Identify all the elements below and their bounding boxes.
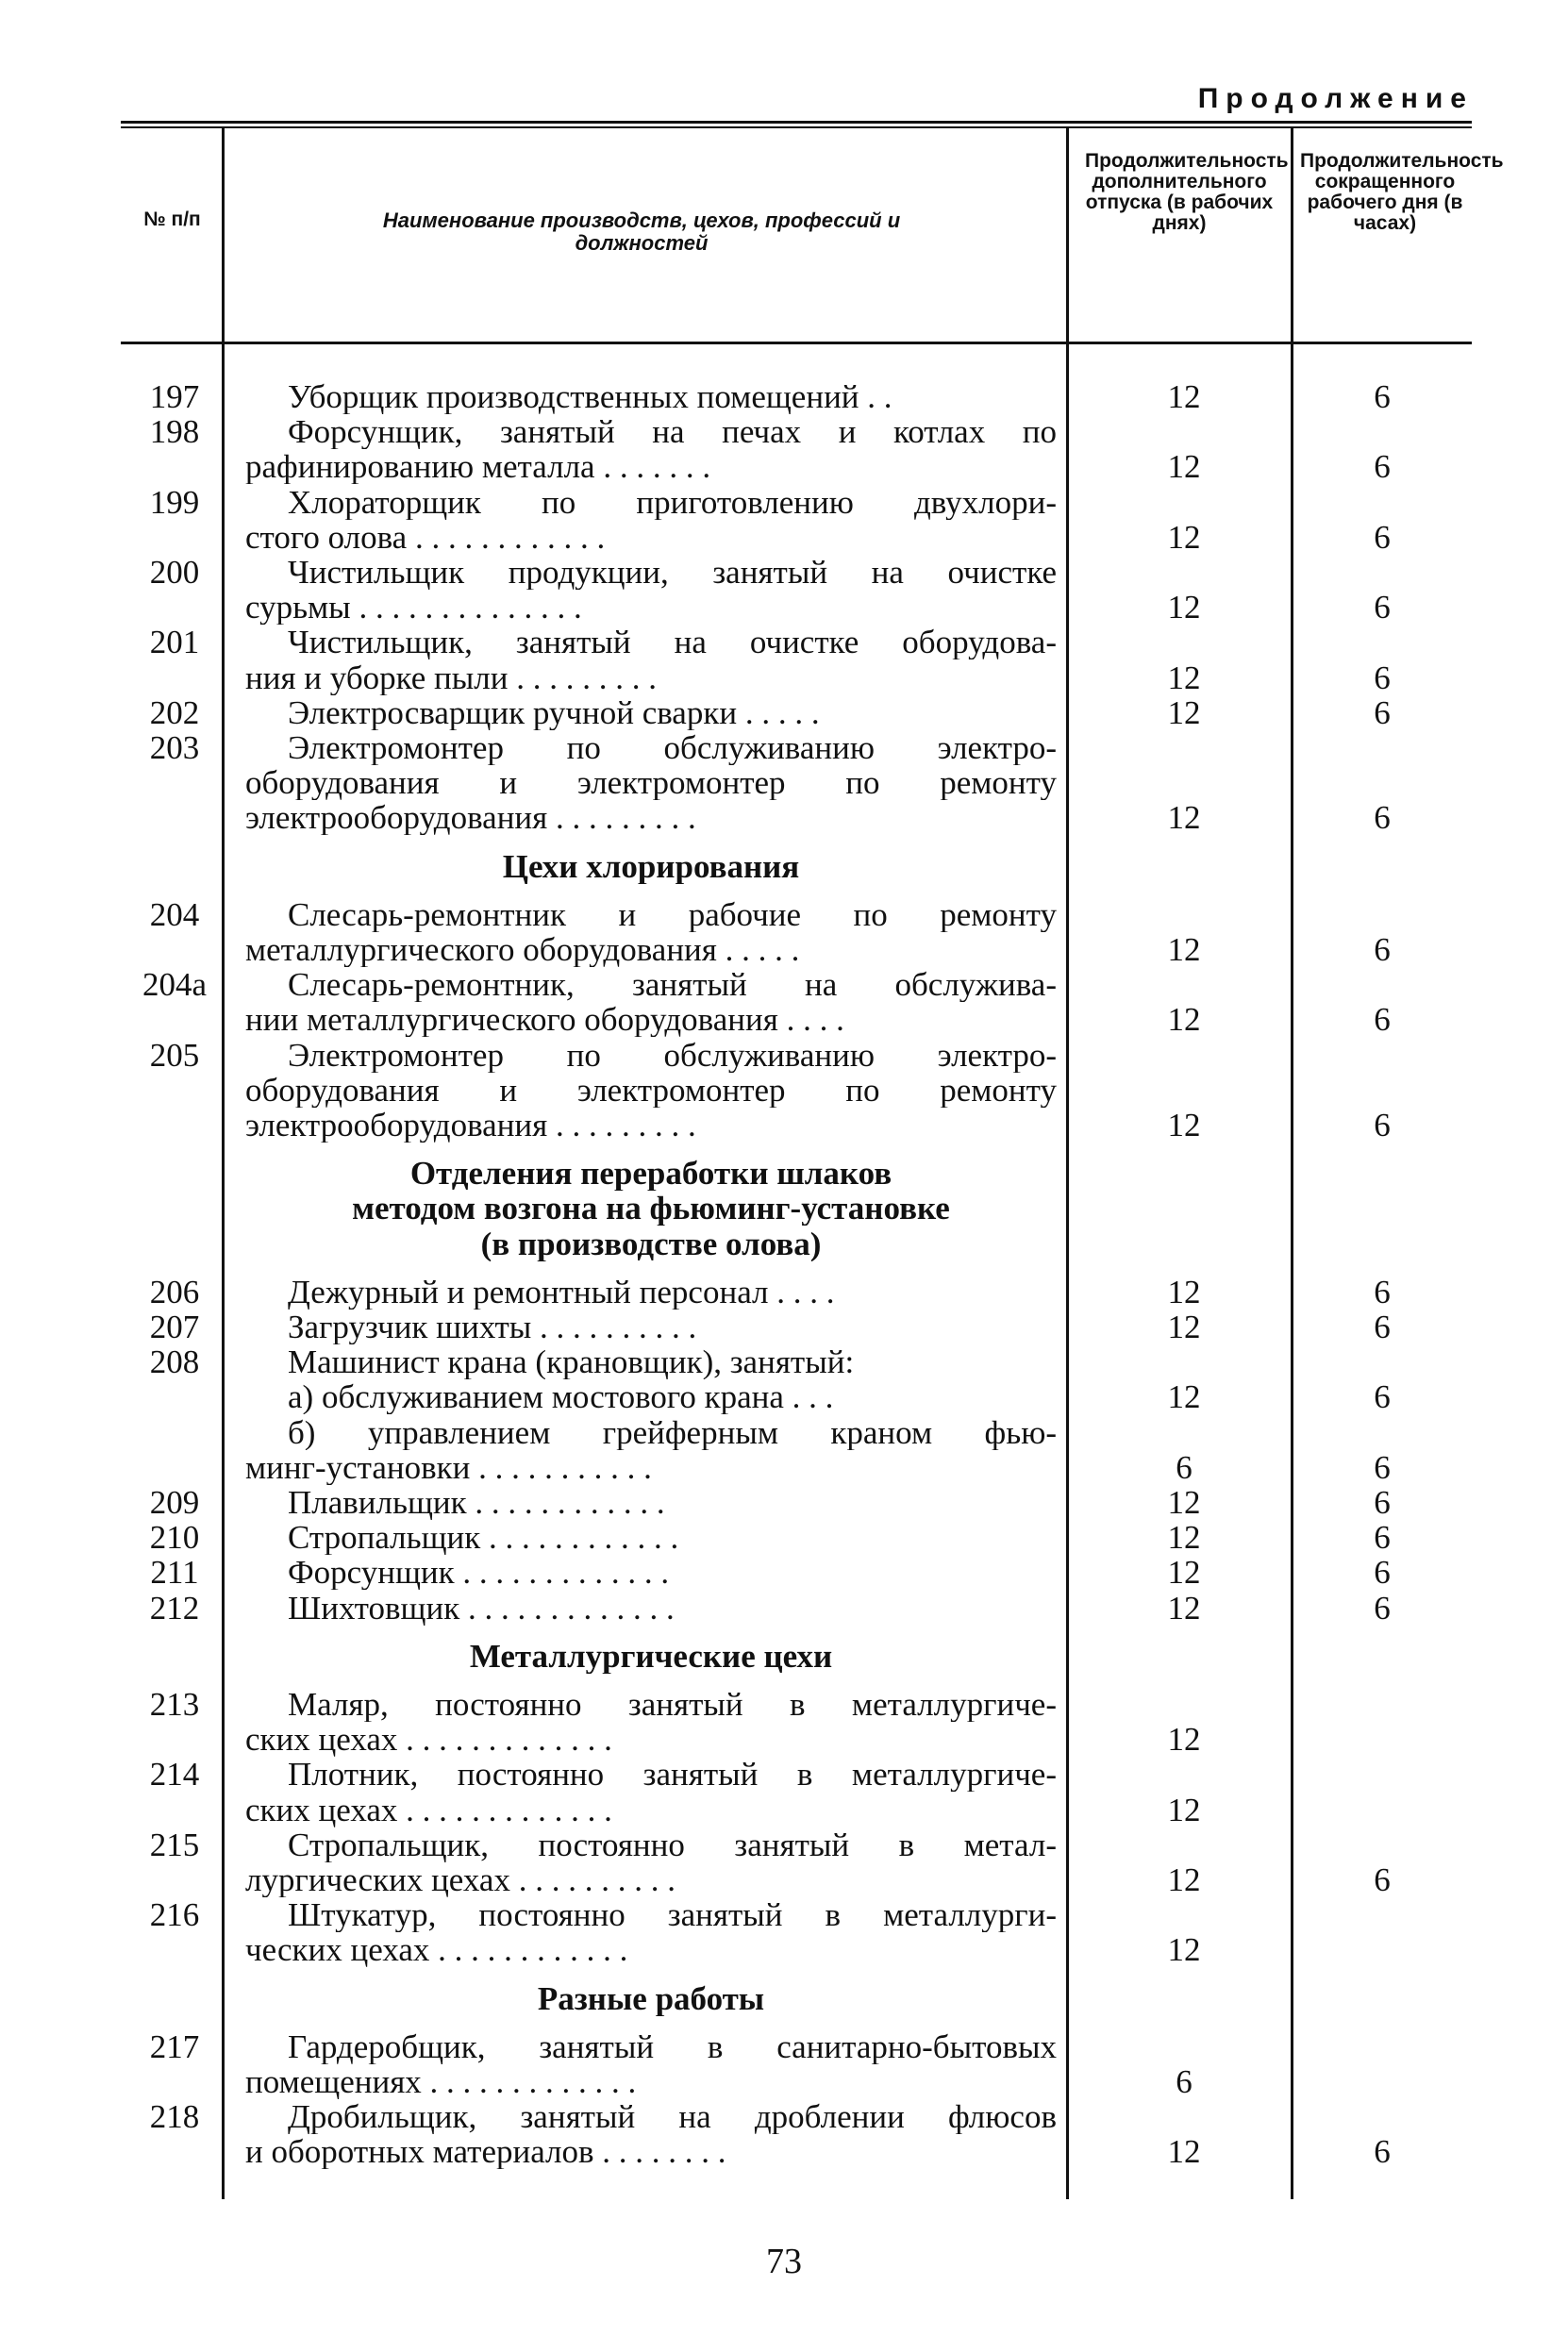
row-number: 198: [149, 413, 200, 450]
table-row: [0, 379, 1568, 414]
header-bottom-rule: [121, 342, 1472, 344]
table-row: [0, 1827, 1568, 1862]
table-row: [0, 1687, 1568, 1722]
row-text: минг-установки . . . . . . . . . . .: [245, 1450, 652, 1485]
header-hours: Продолжительность сокращенного рабочего дня (в часах): [1300, 150, 1504, 234]
row-number: 200: [149, 554, 200, 591]
table-row: [0, 932, 1568, 967]
leave-days-value: 12: [1167, 1484, 1201, 1521]
leave-days-value: 12: [1167, 659, 1201, 696]
leave-days-value: 12: [1167, 1792, 1201, 1828]
row-text: и оборотных материалов . . . . . . . .: [245, 2134, 726, 2169]
row-text: Стропальщик, постоянно занятый в метал-: [288, 1827, 1057, 1862]
table-row: [0, 520, 1568, 555]
table-row: [0, 800, 1568, 835]
table-row: [0, 660, 1568, 695]
row-text: стого олова . . . . . . . . . . . .: [245, 520, 606, 555]
section-heading: Цехи хлорирования: [502, 849, 800, 884]
leave-days-value: 12: [1167, 1001, 1201, 1038]
row-text: электрооборудования . . . . . . . . .: [245, 800, 696, 835]
row-text: Форсунщик . . . . . . . . . . . . .: [288, 1555, 670, 1590]
leave-days-value: 12: [1167, 1519, 1201, 1556]
table-row: [0, 555, 1568, 590]
table-row: [0, 1591, 1568, 1626]
section-heading: (в производстве олова): [480, 1226, 822, 1261]
table-row: [0, 1310, 1568, 1344]
table-row: [0, 1520, 1568, 1555]
short-day-hours-value: 6: [1374, 1861, 1391, 1898]
leave-days-value: 12: [1167, 694, 1201, 731]
row-number: 197: [149, 378, 200, 415]
row-text: ских цехах . . . . . . . . . . . . .: [245, 1793, 612, 1827]
table-row: [0, 1275, 1568, 1310]
table-row: [0, 1038, 1568, 1073]
row-text: оборудования и электромонтер по ремонту: [245, 1073, 1057, 1108]
row-text: Машинист крана (крановщик), занятый:: [288, 1344, 855, 1379]
table-row: [0, 1757, 1568, 1792]
table-row: [0, 1379, 1568, 1414]
row-text: Электросварщик ручной сварки . . . . .: [288, 695, 820, 730]
row-number: 204: [149, 896, 200, 933]
header-leave: Продолжительность дополнительного отпуска (в рабочих днях): [1085, 150, 1289, 234]
table-row: [0, 1555, 1568, 1590]
row-text: Форсунщик, занятый на печах и котлах по: [288, 414, 1057, 449]
row-text: б) управлением грейферным краном фью-: [288, 1415, 1057, 1450]
table-row: [0, 2064, 1568, 2099]
row-text: Слесарь-ремонтник, занятый на обслужива-: [288, 967, 1057, 1002]
table-row: [0, 590, 1568, 625]
table-row: [0, 1897, 1568, 1932]
row-number: 211: [150, 1554, 199, 1591]
table-row: [0, 1450, 1568, 1485]
section-heading: Разные работы: [537, 1981, 765, 2016]
short-day-hours-value: 6: [1374, 448, 1391, 485]
row-number: 214: [149, 1756, 200, 1793]
table-row: [0, 449, 1568, 484]
short-day-hours-value: 6: [1374, 1378, 1391, 1415]
row-number: 212: [149, 1590, 200, 1627]
row-text: Дробильщик, занятый на дроблении флюсов: [288, 2099, 1057, 2134]
short-day-hours-value: 6: [1374, 1107, 1391, 1143]
section-heading-line: [0, 1981, 1568, 2016]
short-day-hours-value: 6: [1374, 1001, 1391, 1038]
row-text: Плотник, постоянно занятый в металлургиче-: [288, 1757, 1057, 1792]
table-row: [0, 967, 1568, 1002]
row-text: ческих цехах . . . . . . . . . . . .: [245, 1932, 628, 1967]
row-number: 216: [149, 1896, 200, 1933]
table-row: [0, 485, 1568, 520]
leave-days-value: 12: [1167, 931, 1201, 968]
short-day-hours-value: 6: [1374, 519, 1391, 556]
row-number: 202: [149, 694, 200, 731]
table-row: [0, 2134, 1568, 2169]
table-row: [0, 2099, 1568, 2134]
row-text: оборудования и электромонтер по ремонту: [245, 765, 1057, 800]
leave-days-value: 6: [1176, 1449, 1193, 1486]
table-row: [0, 1793, 1568, 1827]
leave-days-value: 12: [1167, 589, 1201, 626]
leave-days-value: 12: [1167, 1721, 1201, 1758]
row-number: 218: [149, 2098, 200, 2135]
leave-days-value: 12: [1167, 1274, 1201, 1310]
header-name: Наименование производств, цехов, профессий и должностей: [382, 209, 901, 255]
short-day-hours-value: 6: [1374, 931, 1391, 968]
row-text: Дежурный и ремонтный персонал . . . .: [288, 1275, 835, 1310]
row-text: Маляр, постоянно занятый в металлургиче-: [288, 1687, 1057, 1722]
section-heading-line: [0, 1226, 1568, 1261]
table-row: [0, 414, 1568, 449]
row-text: ских цехах . . . . . . . . . . . . .: [245, 1722, 612, 1757]
row-text: ния и уборке пыли . . . . . . . . .: [245, 660, 657, 695]
leave-days-value: 12: [1167, 378, 1201, 415]
table-row: [0, 1415, 1568, 1450]
row-text: сурьмы . . . . . . . . . . . . . .: [245, 590, 582, 625]
row-text: Чистильщик, занятый на очистке оборудова-: [288, 625, 1057, 659]
header-number: № п/п: [143, 209, 201, 230]
row-number: 201: [149, 624, 200, 660]
row-text: нии металлургического оборудования . . . .: [245, 1002, 844, 1037]
leave-days-value: 12: [1167, 519, 1201, 556]
table-row: [0, 1862, 1568, 1897]
section-heading-line: [0, 1639, 1568, 1674]
short-day-hours-value: 6: [1374, 799, 1391, 836]
row-text: а) обслуживанием мостового крана . . .: [288, 1379, 834, 1414]
section-heading: методом возгона на фьюминг-установке: [352, 1191, 950, 1226]
short-day-hours-value: 6: [1374, 2133, 1391, 2170]
row-text: Плавильщик . . . . . . . . . . . .: [288, 1485, 665, 1520]
row-text: Хлораторщик по приготовлению двухлори-: [288, 485, 1057, 520]
leave-days-value: 12: [1167, 1931, 1201, 1968]
row-text: Штукатур, постоянно занятый в металлурги-: [288, 1897, 1057, 1932]
short-day-hours-value: 6: [1374, 589, 1391, 626]
row-text: Электромонтер по обслуживанию электро-: [288, 1038, 1057, 1073]
leave-days-value: 12: [1167, 1554, 1201, 1591]
section-heading-line: [0, 1156, 1568, 1191]
row-text: Шихтовщик . . . . . . . . . . . . .: [288, 1591, 675, 1626]
table-row: [0, 1073, 1568, 1108]
table-row: [0, 695, 1568, 730]
leave-days-value: 12: [1167, 799, 1201, 836]
leave-days-value: 12: [1167, 1107, 1201, 1143]
row-text: Загрузчик шихты . . . . . . . . . .: [288, 1310, 697, 1344]
row-number: 203: [149, 729, 200, 766]
table-row: [0, 897, 1568, 932]
short-day-hours-value: 6: [1374, 1309, 1391, 1345]
row-text: Гардеробщик, занятый в санитарно-бытовых: [288, 2029, 1057, 2064]
leave-days-value: 12: [1167, 2133, 1201, 2170]
table-row: [0, 1002, 1568, 1037]
row-text: Стропальщик . . . . . . . . . . . .: [288, 1520, 679, 1555]
row-text: электрооборудования . . . . . . . . .: [245, 1108, 696, 1143]
row-number: 208: [149, 1343, 200, 1380]
row-text: металлургического оборудования . . . . .: [245, 932, 800, 967]
table-top-rule: [121, 121, 1472, 124]
row-text: помещениях . . . . . . . . . . . . .: [245, 2064, 637, 2099]
row-text: рафинированию металла . . . . . . .: [245, 449, 711, 484]
short-day-hours-value: 6: [1374, 659, 1391, 696]
row-number: 204а: [142, 966, 208, 1003]
table-row: [0, 1344, 1568, 1379]
short-day-hours-value: 6: [1374, 1554, 1391, 1591]
row-number: 207: [149, 1309, 200, 1345]
page-number: 73: [766, 2242, 802, 2281]
row-text: Слесарь-ремонтник и рабочие по ремонту: [288, 897, 1057, 932]
row-text: Чистильщик продукции, занятый на очистке: [288, 555, 1057, 590]
table-row: [0, 730, 1568, 765]
table-row: [0, 1932, 1568, 1967]
row-text: Уборщик производственных помещений . .: [288, 379, 892, 414]
short-day-hours-value: 6: [1374, 1590, 1391, 1627]
short-day-hours-value: 6: [1374, 1519, 1391, 1556]
leave-days-value: 12: [1167, 1590, 1201, 1627]
section-heading: Металлургические цехи: [469, 1639, 833, 1674]
row-number: 209: [149, 1484, 200, 1521]
row-number: 217: [149, 2028, 200, 2065]
section-heading: Отделения переработки шлаков: [409, 1156, 892, 1191]
table-row: [0, 625, 1568, 659]
continuation-label: Продолжение: [1197, 83, 1474, 114]
leave-days-value: 12: [1167, 1309, 1201, 1345]
row-number: 199: [149, 484, 200, 521]
table-row: [0, 1108, 1568, 1143]
row-number: 205: [149, 1037, 200, 1074]
leave-days-value: 12: [1167, 448, 1201, 485]
short-day-hours-value: 6: [1374, 1449, 1391, 1486]
row-number: 215: [149, 1827, 200, 1863]
row-number: 210: [149, 1519, 200, 1556]
short-day-hours-value: 6: [1374, 694, 1391, 731]
row-text: Электромонтер по обслуживанию электро-: [288, 730, 1057, 765]
leave-days-value: 12: [1167, 1861, 1201, 1898]
row-number: 206: [149, 1274, 200, 1310]
section-heading-line: [0, 849, 1568, 884]
row-text: лургических цехах . . . . . . . . . .: [245, 1862, 676, 1897]
table-row: [0, 2029, 1568, 2064]
leave-days-value: 6: [1176, 2063, 1193, 2100]
short-day-hours-value: 6: [1374, 1484, 1391, 1521]
section-heading-line: [0, 1191, 1568, 1226]
table-row: [0, 765, 1568, 800]
short-day-hours-value: 6: [1374, 378, 1391, 415]
table-row: [0, 1722, 1568, 1757]
row-number: 213: [149, 1686, 200, 1723]
leave-days-value: 12: [1167, 1378, 1201, 1415]
table-row: [0, 1485, 1568, 1520]
table-top-rule-thin: [121, 126, 1472, 128]
short-day-hours-value: 6: [1374, 1274, 1391, 1310]
